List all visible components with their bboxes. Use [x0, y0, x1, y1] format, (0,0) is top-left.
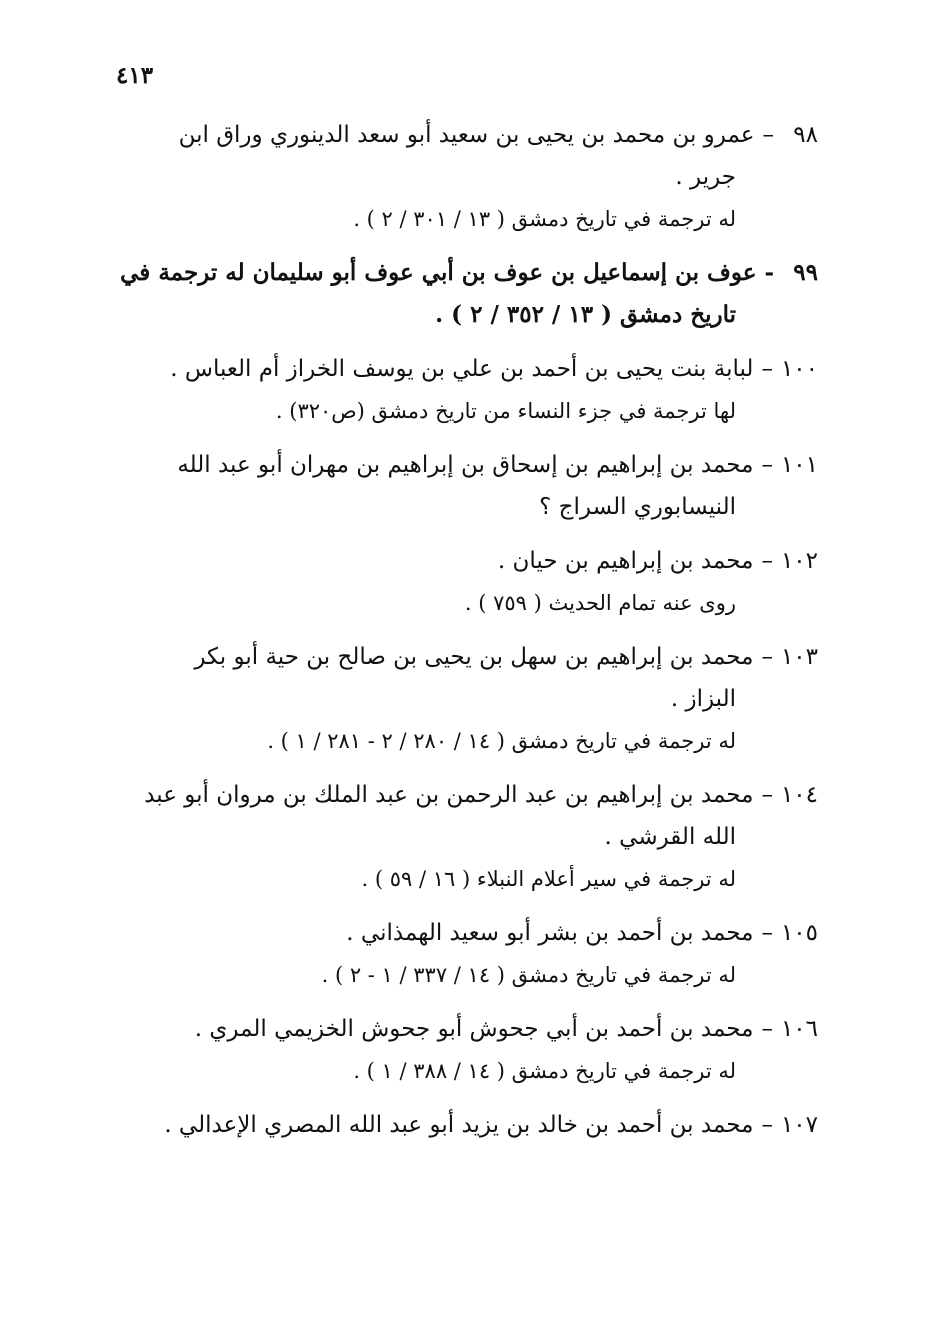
entry-number: ١٠٢ — [780, 548, 818, 574]
entry-102 — [110, 540, 818, 624]
entry-dash: – — [761, 1112, 773, 1138]
entry-dash: – — [761, 920, 773, 946]
entry-line — [110, 636, 818, 678]
entry-106 — [110, 1008, 818, 1092]
entry-number: ١٠١ — [780, 452, 818, 478]
entry-dash: – — [761, 452, 773, 478]
entry-continuation: الله القرشي . — [604, 824, 736, 850]
entry-continuation: النيسابوري السراج ؟ — [539, 494, 736, 520]
entry-line — [110, 252, 818, 294]
entry-text: محمد بن إبراهيم بن حيان . — [497, 548, 754, 574]
entry-reference: له ترجمة في تاريخ دمشق ( ١٤ / ٣٣٧ / ١ - ٢ ) . — [321, 963, 736, 987]
entry-text: لبابة بنت يحيى بن أحمد بن علي بن يوسف الخراز أم العباس . — [170, 356, 754, 382]
entry-line — [110, 114, 818, 156]
entry-line — [110, 540, 818, 582]
entry-dash: – — [761, 356, 773, 382]
entry-number: ٩٩ — [793, 259, 818, 286]
entry-105 — [110, 912, 818, 996]
entry-reference: له ترجمة في تاريخ دمشق ( ١٤ / ٣٨٨ / ١ ) . — [353, 1059, 736, 1083]
entry-continuation: تاريخ دمشق ( ١٣ / ٣٥٢ / ٢ ) . — [435, 301, 736, 328]
entry-continuation: البزاز . — [670, 686, 736, 712]
entry-dash: - — [764, 259, 774, 286]
entry-reference: له ترجمة في سير أعلام النبلاء ( ١٦ / ٥٩ ) . — [361, 867, 736, 891]
entry-line — [110, 912, 818, 954]
entry-line — [110, 348, 818, 390]
entry-number: ١٠٤ — [780, 782, 818, 808]
entry-continuation: جرير . — [675, 164, 736, 190]
entry-reference: له ترجمة في تاريخ دمشق ( ١٤ / ٢٨٠ / ٢ - ٢٨١ / ١ ) . — [267, 729, 736, 753]
entry-dash: – — [761, 782, 773, 808]
page-number: ٤١٣ — [116, 62, 154, 89]
entry-text: محمد بن أحمد بن خالد بن يزيد أبو عبد الله المصري الإعدالي . — [164, 1112, 754, 1138]
entries-list — [110, 114, 818, 1158]
entry-dash: – — [761, 548, 773, 574]
entry-dash: – — [762, 122, 774, 148]
entry-text: محمد بن إبراهيم بن سهل بن يحيى بن صالح بن حية أبو بكر — [194, 644, 754, 670]
entry-text: محمد بن أحمد بن أبي جحوش أبو جحوش الخزيمي المري . — [194, 1016, 754, 1042]
entry-line — [110, 1008, 818, 1050]
entry-line — [110, 774, 818, 816]
entry-number: ٩٨ — [793, 122, 818, 148]
entry-text: محمد بن إبراهيم بن إسحاق بن إبراهيم بن مهران أبو عبد الله — [177, 452, 754, 478]
entry-99 — [110, 252, 818, 336]
entry-number: ١٠٣ — [780, 644, 818, 670]
entry-number: ١٠٥ — [780, 920, 818, 946]
entry-103 — [110, 636, 818, 762]
entry-104 — [110, 774, 818, 900]
entry-line — [110, 444, 818, 486]
entry-dash: – — [761, 1016, 773, 1042]
entry-reference: له ترجمة في تاريخ دمشق ( ١٣ / ٣٠١ / ٢ ) . — [353, 207, 736, 231]
entry-number: ١٠٦ — [780, 1016, 818, 1042]
entry-number: ١٠٠ — [780, 356, 818, 382]
entry-101 — [110, 444, 818, 528]
entry-107 — [110, 1104, 818, 1146]
entry-text: عمرو بن محمد بن يحيى بن سعيد أبو سعد الدينوري وراق ابن — [178, 122, 755, 148]
entry-line — [110, 1104, 818, 1146]
entry-100 — [110, 348, 818, 432]
entry-98 — [110, 114, 818, 240]
entry-number: ١٠٧ — [780, 1112, 818, 1138]
entry-dash: – — [761, 644, 773, 670]
entry-reference: روى عنه تمام الحديث ( ٧٥٩ ) . — [464, 591, 736, 615]
entry-reference: لها ترجمة في جزء النساء من تاريخ دمشق (ص٣٢٠) . — [275, 399, 736, 423]
entry-text: محمد بن أحمد بن بشر أبو سعيد الهمذاني . — [346, 920, 754, 946]
entry-text: عوف بن إسماعيل بن عوف بن أبي عوف أبو سليمان له ترجمة في — [120, 259, 757, 286]
entry-text: محمد بن إبراهيم بن عبد الرحمن بن عبد الملك بن مروان أبو عبد — [144, 782, 754, 808]
